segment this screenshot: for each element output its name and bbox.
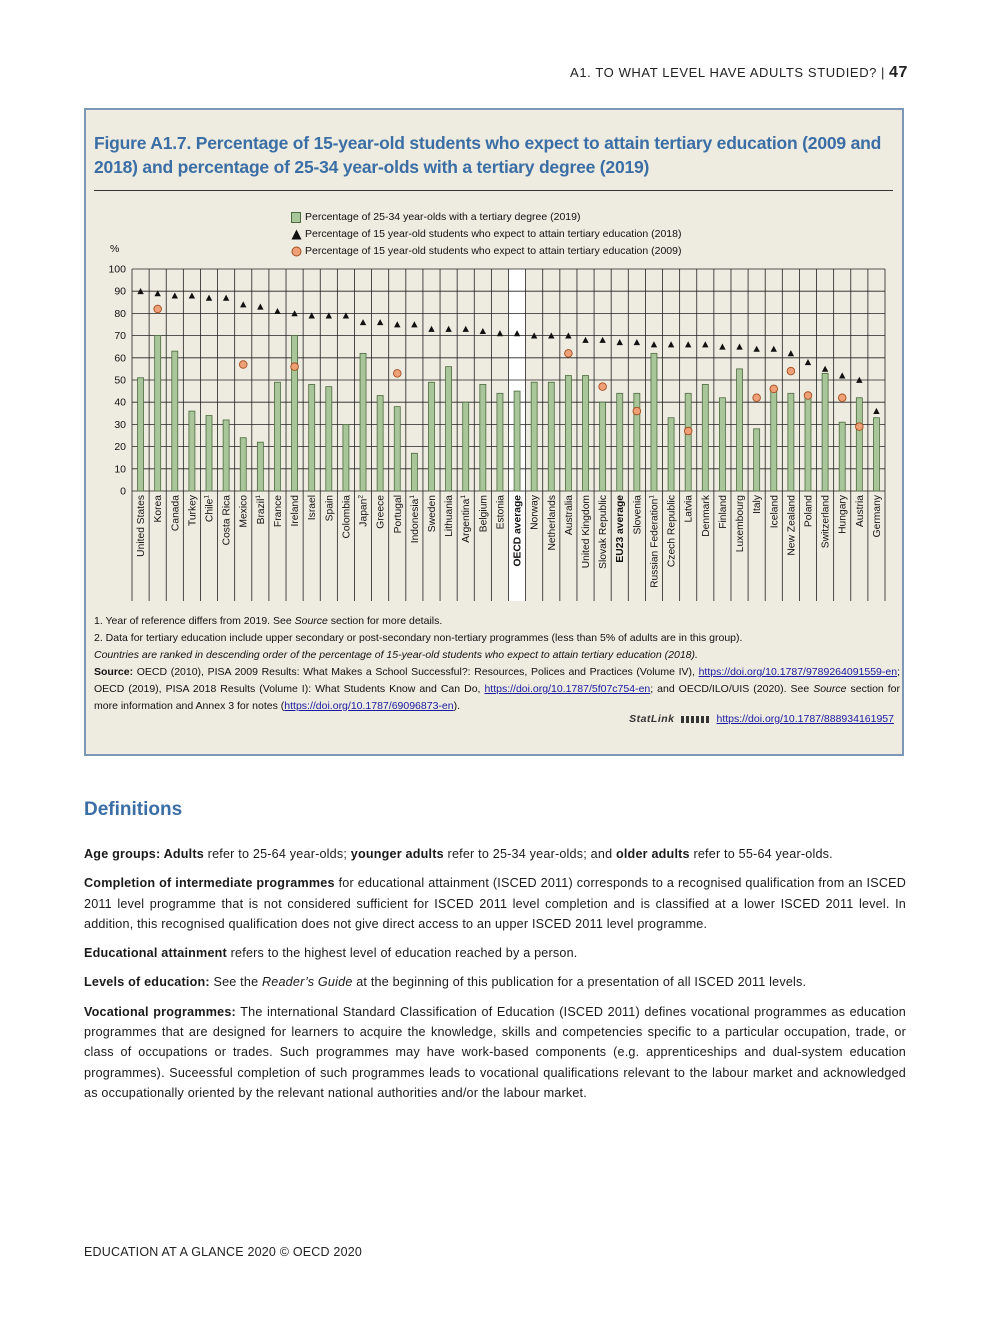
point-expect-2009-29 [633, 407, 641, 415]
bar-tertiary-2019-34 [719, 398, 725, 491]
x-category-label: Poland [803, 495, 815, 528]
point-expect-2009-37 [770, 385, 778, 393]
x-category-label: Iceland [769, 495, 781, 529]
bar-tertiary-2019-28 [617, 393, 623, 491]
bar-tertiary-2019-42 [856, 398, 862, 491]
definition-item: Educational attainment refers to the highest level of education reached by a person. [84, 946, 578, 961]
x-category-label: Chile$^1$ [203, 495, 216, 523]
x-category-label: New Zealand [786, 495, 798, 556]
bar-tertiary-2019-4 [206, 416, 212, 491]
point-expect-2018-21 [497, 330, 503, 336]
bar-tertiary-2019-6 [240, 438, 246, 491]
x-category-label: Austria [854, 495, 866, 528]
bar-tertiary-2019-11 [326, 387, 332, 491]
x-category-label: Turkey [187, 495, 199, 527]
point-expect-2018-20 [480, 328, 486, 334]
statlink-logo: StatLink [629, 713, 675, 725]
figure-box [84, 108, 904, 756]
point-expect-2009-41 [838, 394, 846, 402]
bar-tertiary-2019-15 [394, 407, 400, 491]
x-category-label: Netherlands [546, 495, 558, 551]
point-expect-2018-41 [839, 372, 845, 378]
point-expect-2009-25 [565, 350, 573, 358]
point-expect-2018-34 [719, 344, 725, 350]
bar-tertiary-2019-17 [428, 382, 434, 491]
source-note: Source: OECD (2010), PISA 2009 Results: What Makes a School Successful?: Resources, Polices and Practices (Volume IV), https://doi.org/10.1787/9789264091559-en; OECD (2019), PISA 2018 Results (Volume I): What Students Know and Can Do, https://doi.org/10.1787/5f07c754-en; and OECD/ILO/UIS (2020). See Source section for more information and Annex 3 for notes (https://doi.org/10.1787/69096873-en). [94, 666, 901, 712]
x-category-label: Canada [170, 495, 182, 532]
x-category-label: Brazil$^1$ [254, 495, 267, 525]
bar-tertiary-2019-43 [873, 418, 879, 491]
figure-title: Figure A1.7. Percentage of 15-year-old students who expect to attain tertiary education (2009 and 2018) and percentage of 25-34 year-olds with a tertiary degree (2019) [94, 133, 882, 177]
bar-tertiary-2019-23 [531, 382, 537, 491]
x-category-label: Colombia [341, 495, 353, 539]
point-expect-2009-36 [753, 394, 761, 402]
bar-tertiary-2019-8 [274, 382, 280, 491]
x-category-label: Lithuania [444, 495, 456, 537]
bar-tertiary-2019-26 [583, 376, 589, 491]
header-separator: | [881, 65, 885, 80]
y-tick-label: 0 [120, 485, 126, 498]
y-tick-label: 70 [114, 330, 126, 343]
point-expect-2018-31 [668, 341, 674, 347]
definition-item: Vocational programmes: The international Standard Classification of Education (ISCED 2011) defines vocational programmes as education programmes that are designed for learners to acquire the knowledge, skills and competencies specific to a particular occupation, trade, or class of occupations or trades. Such programmes may have work-based components (e.g. apprenticeships and dual-system education programmes). Suceessful completion of such programmes leads to vocational qualifications relevant to the labour market and acknowledged as occupationally oriented by the relevant national authorities and/or the labour market. [84, 1004, 906, 1100]
point-expect-2009-38 [787, 367, 795, 375]
x-category-label: Sweden [426, 495, 438, 533]
x-category-label: Italy [752, 495, 764, 514]
point-expect-2018-29 [634, 339, 640, 345]
x-category-label: Ireland [290, 495, 302, 527]
legend-label: Percentage of 15 year-old students who expect to attain tertiary education (2018) [305, 228, 682, 240]
bar-tertiary-2019-0 [138, 378, 144, 491]
y-tick-label: 90 [114, 285, 126, 298]
point-expect-2018-38 [788, 350, 794, 356]
point-expect-2018-14 [377, 319, 383, 325]
point-expect-2018-3 [189, 292, 195, 298]
x-category-label: Slovenia [632, 495, 644, 535]
point-expect-2009-6 [239, 361, 247, 369]
x-category-label: Japan$^2$ [357, 495, 370, 527]
bar-tertiary-2019-40 [822, 373, 828, 491]
page-number: 47 [889, 64, 908, 81]
x-category-label: Finland [717, 495, 729, 529]
point-expect-2018-5 [223, 295, 229, 301]
bar-tertiary-2019-19 [463, 402, 469, 491]
statlink [629, 713, 894, 725]
y-tick-label: 100 [108, 263, 126, 276]
point-expect-2018-8 [274, 308, 280, 314]
point-expect-2018-33 [702, 341, 708, 347]
statlink-url[interactable]: https://doi.org/10.1787/888934161957 [716, 713, 894, 725]
point-expect-2009-32 [684, 427, 692, 435]
source-link-annex[interactable]: https://doi.org/10.1787/69096873-en [284, 700, 454, 712]
x-category-label: Norway [529, 495, 541, 530]
point-expect-2009-39 [804, 392, 812, 400]
point-expect-2018-15 [394, 321, 400, 327]
point-expect-2009-9 [291, 363, 299, 371]
bar-tertiary-2019-1 [155, 336, 161, 491]
bar-tertiary-2019-32 [685, 393, 691, 491]
point-expect-2018-36 [753, 346, 759, 352]
x-category-label: Mexico [238, 495, 250, 528]
definition-item: Levels of education: See the Reader’s Guide at the beginning of this publication for a presentation of all ISCED 2011 levels. [84, 975, 807, 990]
y-tick-label: 80 [114, 307, 126, 320]
x-category-label: Germany [871, 495, 883, 538]
bar-tertiary-2019-36 [754, 429, 760, 491]
y-tick-label: 10 [114, 463, 126, 476]
bar-tertiary-2019-27 [600, 402, 606, 491]
x-category-label: Estonia [495, 495, 507, 530]
point-expect-2018-6 [240, 301, 246, 307]
bar-tertiary-2019-18 [446, 367, 452, 491]
bar-tertiary-2019-25 [565, 376, 571, 491]
x-category-label: Hungary [837, 495, 849, 534]
x-category-label: Spain [324, 495, 336, 522]
bar-tertiary-2019-13 [360, 353, 366, 491]
bar-tertiary-2019-5 [223, 420, 229, 491]
bar-tertiary-2019-22 [514, 391, 520, 491]
point-expect-2018-27 [599, 337, 605, 343]
source-link-pisa-2018[interactable]: https://doi.org/10.1787/5f07c754-en [484, 683, 651, 695]
bar-tertiary-2019-14 [377, 396, 383, 491]
definitions-body [84, 844, 906, 1112]
x-category-label: Latvia [683, 495, 695, 523]
bar-tertiary-2019-7 [257, 442, 263, 491]
bar-tertiary-2019-30 [651, 353, 657, 491]
bar-tertiary-2019-9 [292, 336, 298, 491]
ranking-note: Countries are ranked in descending order of the percentage of 15-year-old students who expect to attain tertiary education (2018). [94, 649, 698, 661]
x-category-label: United States [136, 495, 148, 557]
y-tick-label: 30 [114, 418, 126, 431]
x-category-label: Argentina$^1$ [460, 495, 473, 543]
point-expect-2009-1 [154, 305, 162, 313]
y-tick-label: 60 [114, 352, 126, 365]
bar-tertiary-2019-38 [788, 393, 794, 491]
bar-tertiary-2019-16 [411, 453, 417, 491]
y-tick-label: 40 [114, 396, 126, 409]
x-category-label: Costa Rica [221, 495, 233, 546]
x-category-label: Belgium [478, 495, 490, 533]
bar-tertiary-2019-10 [309, 384, 315, 491]
x-category-label: United Kingdom [581, 495, 593, 569]
point-expect-2018-28 [617, 339, 623, 345]
x-category-label: Israel [307, 495, 319, 521]
point-expect-2018-2 [172, 292, 178, 298]
x-category-label: Slovak Republic [598, 495, 610, 569]
point-expect-2018-18 [445, 326, 451, 332]
bar-tertiary-2019-24 [548, 382, 554, 491]
x-category-label: Denmark [700, 495, 712, 537]
definition-item: Completion of intermediate programmes for educational attainment (ISCED 2011) corresponds to a recognised qualification from an ISCED 2011 level programme that is not considered sufficient for ISCED 2011 level completion and is classified at a lower ISCED 2011 level. In addition, this recognised qualification does not give direct access to an upper ISCED 2011 level programme. [84, 876, 907, 931]
x-category-label: Luxembourg [735, 495, 747, 553]
legend-label: Percentage of 15 year-old students who expect to attain tertiary education (2009) [305, 245, 682, 257]
y-tick-label: 20 [114, 441, 126, 454]
point-expect-2018-26 [582, 337, 588, 343]
point-expect-2018-30 [651, 341, 657, 347]
point-expect-2018-40 [822, 366, 828, 372]
bar-tertiary-2019-21 [497, 393, 503, 491]
point-expect-2018-4 [206, 295, 212, 301]
x-category-label: Switzerland [820, 495, 832, 549]
point-expect-2018-35 [736, 344, 742, 350]
x-category-label: Russian Federation$^1$ [648, 495, 661, 588]
bar-tertiary-2019-31 [668, 418, 674, 491]
bar-tertiary-2019-41 [839, 422, 845, 491]
bar-tertiary-2019-3 [189, 411, 195, 491]
bar-tertiary-2019-12 [343, 424, 349, 491]
bar-tertiary-2019-37 [771, 391, 777, 491]
statlink-barcode-icon [681, 716, 711, 723]
section-title: A1. TO WHAT LEVEL HAVE ADULTS STUDIED? [570, 65, 878, 80]
page-footer: EDUCATION AT A GLANCE 2020 © OECD 2020 [84, 1245, 363, 1259]
point-expect-2009-27 [599, 383, 607, 391]
bar-tertiary-2019-35 [737, 369, 743, 491]
bar-tertiary-2019-39 [805, 396, 811, 491]
bar-tertiary-2019-33 [702, 384, 708, 491]
note-2: 2. Data for tertiary education include upper secondary or post-secondary non-tertiary programmes (less than 5% of adults are in this group). [94, 632, 743, 644]
x-category-label: Portugal [392, 495, 404, 534]
point-expect-2018-13 [360, 319, 366, 325]
x-category-label: Greece [375, 495, 387, 529]
legend-triangle-icon [289, 229, 303, 240]
figure-notes [94, 613, 900, 715]
point-expect-2018-32 [685, 341, 691, 347]
point-expect-2018-37 [771, 346, 777, 352]
running-head [570, 64, 908, 82]
point-expect-2018-16 [411, 321, 417, 327]
legend-bar-swatch-icon [289, 212, 303, 223]
bar-tertiary-2019-2 [172, 351, 178, 491]
legend-item-bar [289, 209, 681, 226]
note-1: 1. Year of reference differs from 2019. See Source section for more details. [94, 615, 443, 627]
chart [86, 240, 902, 610]
source-link-pisa-2009[interactable]: https://doi.org/10.1787/9789264091559-en [698, 666, 898, 678]
x-category-label: OECD average [512, 495, 524, 567]
x-category-label: EU23 average [615, 495, 627, 563]
legend-label: Percentage of 25-34 year-olds with a tertiary degree (2019) [305, 211, 581, 223]
x-category-label: Czech Republic [666, 495, 678, 568]
y-tick-label: 50 [114, 374, 126, 387]
y-axis-label: % [110, 243, 120, 255]
point-expect-2009-42 [856, 423, 864, 431]
x-category-label: France [272, 495, 284, 528]
point-expect-2009-15 [393, 370, 401, 378]
x-category-label: Australia [563, 495, 575, 536]
bar-tertiary-2019-20 [480, 384, 486, 491]
point-expect-2018-43 [873, 408, 879, 414]
definition-item: Age groups: Adults refer to 25-64 year-olds; younger adults refer to 25-34 year-olds; and older adults refer to 55-64 year-olds. [84, 847, 833, 861]
x-category-label: Indonesia$^1$ [408, 495, 421, 544]
point-expect-2018-19 [463, 326, 469, 332]
point-expect-2018-7 [257, 304, 263, 310]
point-expect-2018-17 [428, 326, 434, 332]
figure-title-rule [94, 190, 893, 191]
definitions-heading: Definitions [84, 799, 183, 820]
point-expect-2018-39 [805, 359, 811, 365]
x-category-label: Korea [153, 495, 165, 523]
